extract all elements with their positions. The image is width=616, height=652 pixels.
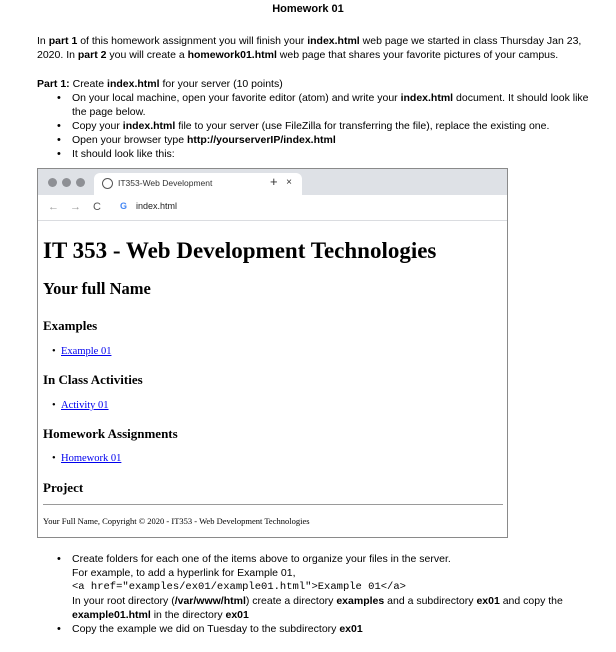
folder-steps-list <box>55 552 595 636</box>
section-heading-homework: Homework Assignments <box>43 426 178 441</box>
part1-steps-list <box>55 91 595 161</box>
browser-screenshot <box>37 168 508 538</box>
window-minimize-dot-icon <box>62 178 71 187</box>
step-text: For example, to add a hyperlink for Example 01, <box>72 567 296 579</box>
homework-01-link[interactable]: Homework 01 <box>61 453 122 464</box>
list-item: • Copy the example we did on Tuesday to the subdirectory ex01 <box>55 622 595 636</box>
section-heading-activities: In Class Activities <box>43 372 143 387</box>
address-bar[interactable]: index.html <box>136 201 178 211</box>
list-item: • Copy your index.html file to your server (use FileZilla for transferring the file), replace the existing one. <box>55 119 595 133</box>
window-close-dot-icon <box>48 178 57 187</box>
close-icon[interactable]: × <box>286 177 292 188</box>
document-title: Homework 01 <box>272 3 344 15</box>
browser-tab-bar <box>38 169 507 195</box>
part1-heading: Part 1: Create index.html for your server (10 points) <box>37 78 283 90</box>
list-item: • Open your browser type http://yourserverIP/index.html <box>55 133 595 147</box>
section-heading-examples: Examples <box>43 318 98 333</box>
list-item: • On your local machine, open your favorite editor (atom) and write your index.html document. It should look like the page below. <box>55 91 595 119</box>
step-text: • Create folders for each one of the items above to organize your files in the server. <box>72 553 451 565</box>
forward-icon[interactable]: → <box>70 201 81 213</box>
plus-icon[interactable]: + <box>270 174 278 189</box>
code-snippet: <a href="examples/ex01/example01.html">Example 01</a> <box>72 581 406 593</box>
page-footer: Your Full Name, Copyright © 2020 - IT353 - Web Development Technologies <box>43 516 310 526</box>
list-item: • It should look like this: <box>55 147 595 161</box>
list-item <box>55 552 595 622</box>
window-maximize-dot-icon <box>76 178 85 187</box>
example-01-link[interactable]: Example 01 <box>61 346 112 357</box>
section-heading-project: Project <box>43 480 84 495</box>
tab-title: IT353-Web Development <box>118 178 213 188</box>
page-title: IT 353 - Web Development Technologies <box>43 238 437 263</box>
google-icon: G <box>120 201 128 211</box>
divider <box>43 504 503 505</box>
page-subtitle: Your full Name <box>43 279 151 298</box>
activity-01-link[interactable]: Activity 01 <box>61 400 109 411</box>
list-item <box>61 400 109 411</box>
browser-toolbar <box>38 195 507 221</box>
reload-icon[interactable]: C <box>93 201 101 213</box>
back-icon[interactable]: ← <box>48 201 59 213</box>
intro-paragraph: In part 1 of this homework assignment you will finish your index.html web page we started in class Thursday Jan 23, 2020. In part 2 you will create a homework01.html web page that shares your favorite pictures of your campus. <box>37 35 582 61</box>
rendered-page <box>38 222 507 537</box>
globe-icon <box>102 178 113 189</box>
list-item <box>61 453 121 464</box>
step-text: In your root directory (/var/www/html) create a directory examples and a subdirectory ex01 and copy the example01.html in the directory ex01 <box>72 595 563 621</box>
list-item <box>61 346 111 357</box>
